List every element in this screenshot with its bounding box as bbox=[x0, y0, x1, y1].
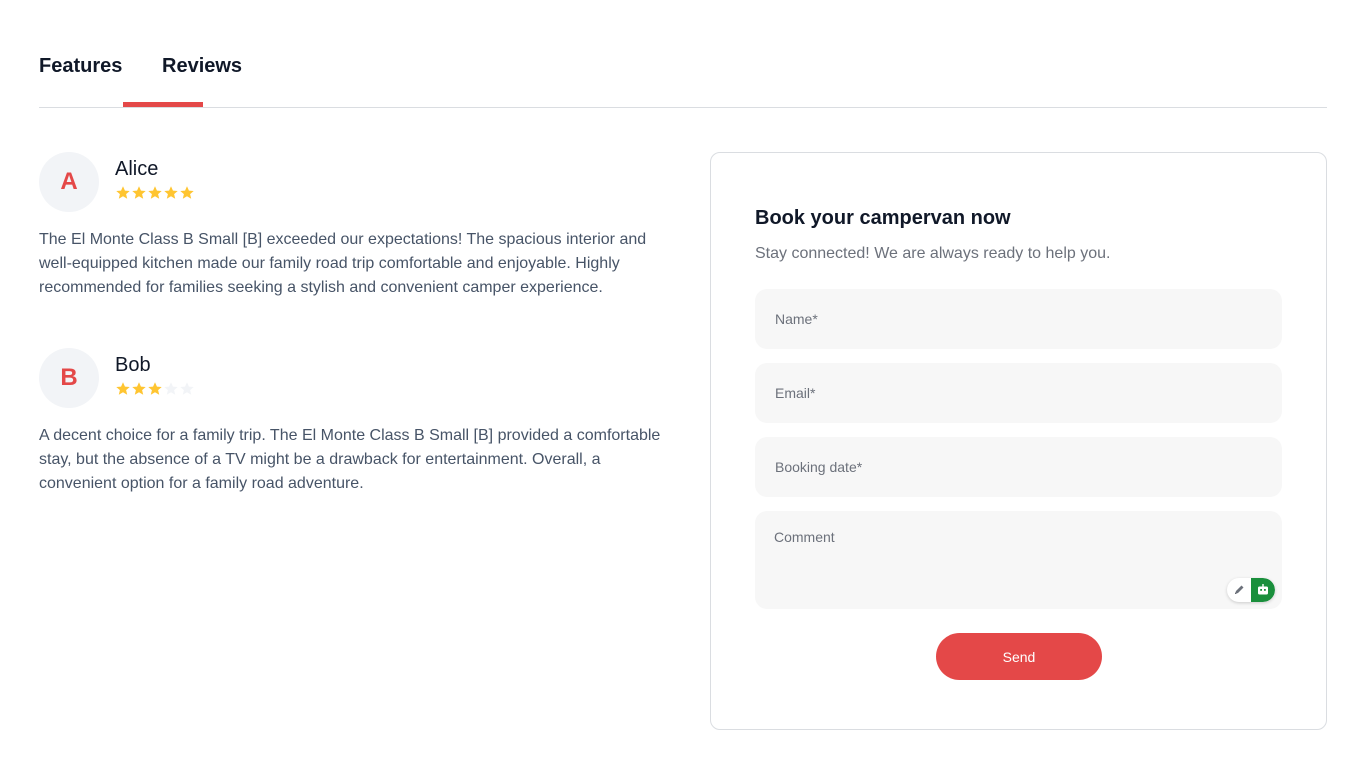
booking-title: Book your campervan now bbox=[755, 207, 1011, 229]
star-icon bbox=[163, 381, 179, 397]
comment-field[interactable] bbox=[755, 511, 1282, 609]
star-icon bbox=[163, 185, 179, 201]
tabs-bar bbox=[39, 0, 1327, 108]
avatar: A bbox=[39, 152, 99, 212]
email-field[interactable] bbox=[755, 363, 1282, 423]
star-rating bbox=[115, 381, 195, 397]
star-icon bbox=[147, 381, 163, 397]
review-header bbox=[39, 152, 670, 212]
tab-features[interactable]: Features bbox=[39, 55, 123, 77]
name-field[interactable] bbox=[755, 289, 1282, 349]
star-icon bbox=[179, 381, 195, 397]
booking-subtitle: Stay connected! We are always ready to help you. bbox=[755, 245, 1111, 262]
star-icon bbox=[115, 381, 131, 397]
active-tab-indicator bbox=[123, 102, 203, 107]
review-item bbox=[39, 348, 670, 496]
review-item bbox=[39, 152, 670, 300]
avatar: B bbox=[39, 348, 99, 408]
review-text: A decent choice for a family trip. The El Monte Class B Small [B] provided a comfortable stay, but the absence of a TV might be a drawback for entertainment. Overall, a convenient option for a family road adventure. bbox=[39, 427, 661, 492]
review-header bbox=[39, 348, 670, 408]
reviews-list bbox=[39, 152, 670, 496]
star-icon bbox=[147, 185, 163, 201]
reviewer-name: Alice bbox=[115, 158, 159, 180]
booking-form bbox=[710, 152, 1327, 730]
pen-icon[interactable] bbox=[1227, 578, 1251, 602]
booking-date-field[interactable] bbox=[755, 437, 1282, 497]
review-text: The El Monte Class B Small [B] exceeded our expectations! The spacious interior and well-equipped kitchen made our family road trip comfortable and enjoyable. Highly recommended for families seeking a stylish and convenient camper experience. bbox=[39, 231, 647, 296]
star-icon bbox=[179, 185, 195, 201]
send-button[interactable]: Send bbox=[936, 633, 1102, 680]
star-icon bbox=[131, 185, 147, 201]
star-icon bbox=[131, 381, 147, 397]
star-icon bbox=[115, 185, 131, 201]
star-rating bbox=[115, 185, 195, 201]
robot-icon[interactable] bbox=[1251, 578, 1275, 602]
tab-reviews[interactable]: Reviews bbox=[162, 55, 243, 77]
reviewer-name: Bob bbox=[115, 354, 151, 376]
extension-widget[interactable] bbox=[1227, 578, 1275, 602]
